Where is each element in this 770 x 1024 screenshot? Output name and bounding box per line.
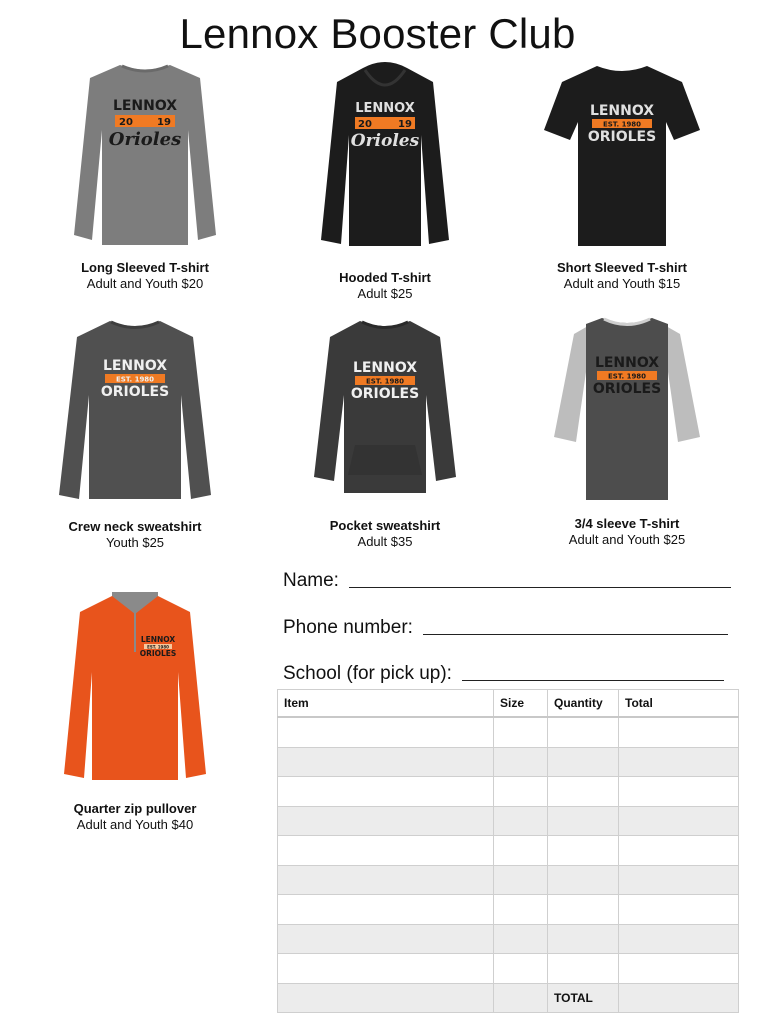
- svg-text:Orioles: Orioles: [350, 131, 420, 151]
- svg-text:19: 19: [157, 117, 171, 128]
- product-price: Adult $25: [357, 286, 413, 301]
- total-row: [278, 983, 739, 1013]
- svg-text:LENNOX: LENNOX: [352, 360, 418, 376]
- svg-text:LENNOX: LENNOX: [355, 101, 415, 116]
- hooded-shirt-image: [315, 60, 455, 250]
- crew-neck-sweatshirt-image: [55, 315, 215, 505]
- product-price: Adult and Youth $20: [86, 276, 204, 291]
- product-name: Hooded T-shirt: [339, 270, 431, 285]
- logo-lennox-text: LENNOX: [112, 98, 178, 114]
- svg-text:EST. 1980: EST. 1980: [602, 120, 642, 129]
- product-name: 3/4 sleeve T-shirt: [574, 516, 680, 531]
- column-header-item: Item: [278, 690, 494, 718]
- long-sleeve-shirt-image: [70, 60, 220, 250]
- product-name: Crew neck sweatshirt: [68, 519, 202, 534]
- product-hooded: [295, 60, 475, 302]
- svg-text:ORIOLES: ORIOLES: [139, 649, 177, 658]
- svg-text:LENNOX: LENNOX: [589, 103, 655, 119]
- phone-label: Phone number:: [283, 617, 413, 638]
- svg-text:EST. 1980: EST. 1980: [607, 372, 646, 381]
- phone-line[interactable]: [423, 634, 728, 635]
- product-name: Long Sleeved T-shirt: [81, 260, 209, 275]
- pocket-sweatshirt-image: [310, 315, 460, 500]
- product-long-sleeve: [55, 60, 235, 292]
- svg-text:EST. 1980: EST. 1980: [365, 377, 405, 386]
- svg-text:EST. 1980: EST. 1980: [115, 375, 155, 384]
- three-quarter-sleeve-shirt-image: [550, 312, 705, 502]
- quarter-zip-pullover-image: [60, 592, 210, 787]
- table-header-row: [278, 690, 739, 718]
- product-name: Quarter zip pullover: [73, 801, 197, 816]
- svg-text:19: 19: [398, 119, 412, 130]
- product-crew-neck: [45, 315, 225, 551]
- table-row: [278, 747, 739, 777]
- name-field[interactable]: [283, 570, 731, 592]
- column-header-total: Total: [619, 690, 739, 718]
- total-label: TOTAL: [548, 983, 619, 1013]
- product-quarter-zip: [45, 592, 225, 833]
- product-name: Pocket sweatshirt: [329, 518, 441, 533]
- total-value-cell[interactable]: [619, 983, 739, 1013]
- svg-text:ORIOLES: ORIOLES: [587, 129, 657, 145]
- product-three-quarter-sleeve: [537, 312, 717, 548]
- product-price: Youth $25: [105, 535, 165, 550]
- column-header-size: Size: [494, 690, 548, 718]
- table-row: [278, 924, 739, 954]
- svg-text:Orioles: Orioles: [108, 129, 182, 150]
- svg-text:ORIOLES: ORIOLES: [100, 384, 170, 400]
- name-label: Name:: [283, 570, 339, 591]
- school-line[interactable]: [462, 680, 724, 681]
- table-row: [278, 836, 739, 866]
- table-row: [278, 954, 739, 984]
- product-name: Short Sleeved T-shirt: [556, 260, 688, 275]
- table-row: [278, 806, 739, 836]
- product-short-sleeve: [532, 60, 712, 292]
- svg-text:ORIOLES: ORIOLES: [350, 386, 420, 402]
- product-pocket: [295, 315, 475, 550]
- order-table: [277, 689, 739, 1013]
- phone-field[interactable]: [283, 617, 728, 639]
- svg-text:LENNOX: LENNOX: [140, 635, 176, 644]
- svg-text:LENNOX: LENNOX: [102, 358, 168, 374]
- product-price: Adult and Youth $40: [76, 817, 194, 832]
- svg-text:ORIOLES: ORIOLES: [592, 381, 661, 397]
- school-label: School (for pick up):: [283, 663, 452, 684]
- svg-text:20: 20: [119, 117, 133, 128]
- table-row: [278, 865, 739, 895]
- svg-text:20: 20: [358, 119, 372, 130]
- svg-text:EST. 1980: EST. 1980: [147, 644, 169, 650]
- product-price: Adult and Youth $25: [568, 532, 686, 547]
- product-price: Adult $35: [357, 534, 413, 549]
- table-row: [278, 717, 739, 747]
- short-sleeve-shirt-image: [542, 60, 702, 250]
- page-title: Lennox Booster Club: [179, 10, 576, 57]
- table-row: [278, 777, 739, 807]
- product-price: Adult and Youth $15: [563, 276, 681, 291]
- svg-text:LENNOX: LENNOX: [594, 355, 659, 371]
- table-row: [278, 895, 739, 925]
- school-field[interactable]: [283, 663, 724, 685]
- name-line[interactable]: [349, 587, 731, 588]
- column-header-quantity: Quantity: [548, 690, 619, 718]
